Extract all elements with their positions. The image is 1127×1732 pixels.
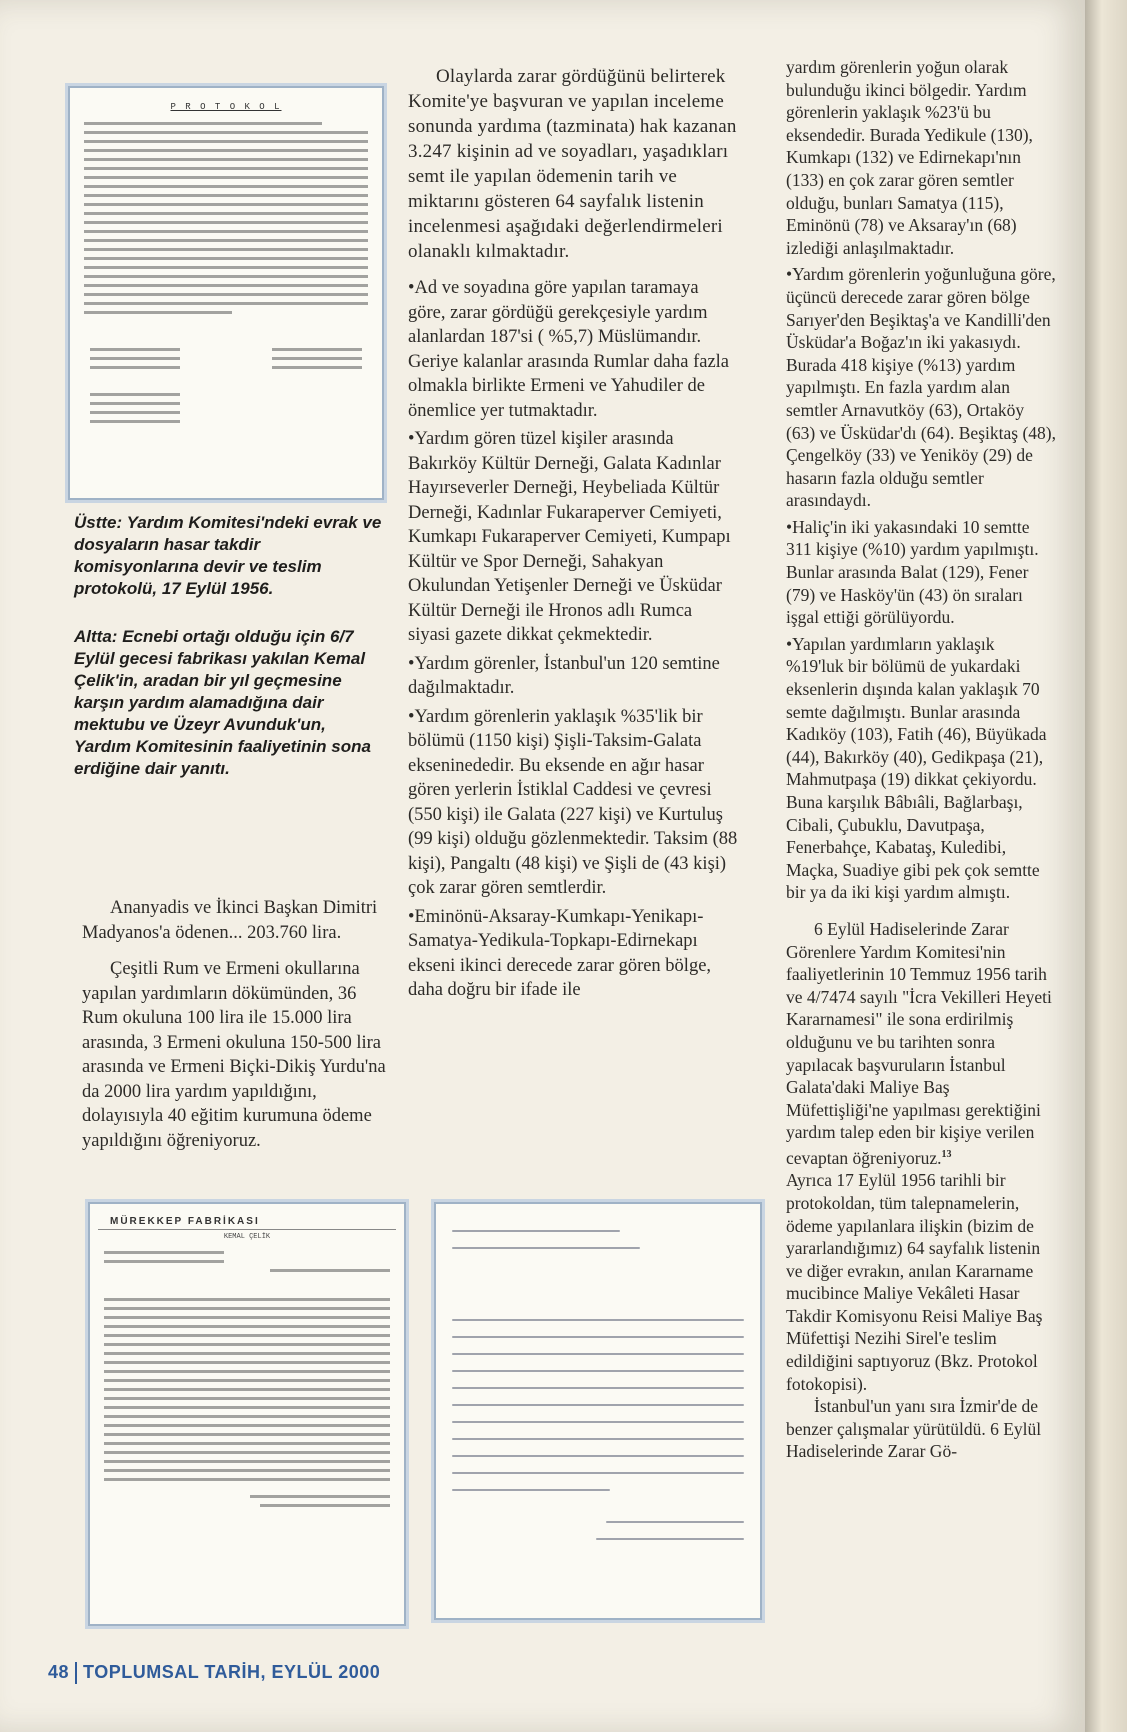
page-footer	[48, 1662, 380, 1684]
col3-paragraph-4: İstanbul'un yanı sıra İzmir'de de benzer çalışmalar yürütüldü. 6 Eylül Hadiselerinde Zarar Gö-	[786, 1396, 1042, 1462]
column-3	[786, 56, 1056, 1475]
col2-bullet-3: • Yardım görenler, İstanbul'un 120 semtine dağılmaktadır.	[408, 652, 738, 701]
caption-bottom	[74, 626, 384, 780]
letterhead-sub: KEMAL ÇELİK	[223, 1233, 271, 1241]
footer-divider	[75, 1662, 77, 1684]
col3-paragraph-1: yardım görenlerin yoğun olarak bulunduğu ikinci bölgedir. Yardım görenlerin yaklaşık %23'ü bu eksendedir. Burada Yedikule (130), Kumkapı (132) ve Edirnekapı'nın (133) en çok zarar gören semtler olduğu, bunları Samatya (115), Eminönü (78) ve Aksaray'ın (68) izlediği anlaşılmaktadır.	[786, 57, 1033, 258]
col3-paragraph-2	[786, 918, 1056, 1169]
footnote-marker: 13	[941, 1148, 952, 1160]
magazine-title: TOPLUMSAL TARİH, EYLÜL 2000	[83, 1662, 381, 1682]
letterhead	[98, 1204, 396, 1230]
col2-bullet-5: • Eminönü-Aksaray-Kumkapı-Yenikapı-Samatya-Yedikula-Topkapı-Edirnekapı ekseni ikinci derecede zarar gören bölge, daha doğru bir ifade ile	[408, 905, 738, 1003]
col3-paragraph-2-text: 6 Eylül Hadiselerinde Zarar Görenlere Yardım Komitesi'nin faaliyetlerinin 10 Temmuz 1956 tarih ve 4/7474 sayılı "İcra Vekilleri Heyeti Kararnamesi" ile sona erdirilmiş olduğunu ve bu tarihten sonra yapılacak başvuruların İstanbul Galata'daki Maliye Baş Müfettişliği'ne yapılması gerektiğini yardım talep eden bir kişiye verilen cevaptan öğreniyoruz.	[786, 918, 1052, 1168]
col2-bullet-2: • Yardım gören tüzel kişiler arasında Bakırköy Kültür Derneği, Galata Kadınlar Hayırseverler Derneği, Heybeliada Kültür Derneği, Kadınlar Fukaraperver Cemiyeti, Kumkapı Fukaraperver Cemiyeti, Kumpapı Kültür ve Spor Derneği, Sahakyan Okulundan Yetişenler Derneği ve Üsküdar Kültür Derneği ile Hronos adlı Rumca siyasi gazete dikkat çekmektedir.	[408, 427, 738, 648]
col3-bullet-1: • Yardım görenlerin yoğunluğuna göre, üçüncü derecede zarar gören bölge Sarıyer'den Beşiktaş'a ve Kandilli'den Üsküdar'a Boğaz'ın iki yakasıydı. Burada 418 kişiye (%13) yardım yapılmıştı. En fazla yardım alan semtler Arnavutköy (63), Ortaköy (63) ve Üsküdar'dı (64). Beşiktaş (48), Çengelköy (33) ve Yeniköy (29) de hasarın fazla olduğu semtler arasındaydı.	[786, 263, 1056, 512]
column-1	[82, 896, 392, 1165]
column-2	[408, 64, 738, 1007]
col2-bullet-1: • Ad ve soyadına göre yapılan taramaya göre, zarar gördüğü gerekçesiyle yardım alanlardan 187'si ( %5,7) Müslümandır. Geriye kalanlar arasında Rumlar daha fazla olmakla birlikte Ermeni ve Yahudiler de önemlice yer tutmaktadır.	[408, 276, 738, 423]
col1-paragraph-1: Ananyadis ve İkinci Başkan Dimitri Madyanos'a ödenen... 203.760 lira.	[82, 898, 378, 943]
caption-top	[74, 512, 384, 600]
protocol-document-image	[68, 86, 384, 500]
caption-bottom-lead: Altta:	[74, 627, 118, 646]
factory-letter-image	[88, 1202, 406, 1626]
protocol-title: P R O T O K O L	[170, 102, 282, 112]
col2-intro: Olaylarda zarar gördüğünü belirterek Komite'ye başvuran ve yapılan inceleme sonunda yardıma (tazminata) hak kazanan 3.247 kişinin ad ve soyadları, yaşadıkları semt ile yapılan ödemenin tarih ve miktarını gösteren 64 sayfalık listenin incelenmesi aşağıdaki değerlendirmeleri olanaklı kılmaktadır.	[408, 66, 737, 262]
caption-top-lead: Üstte:	[74, 513, 123, 532]
next-page-edge	[1085, 0, 1127, 1732]
caption-bottom-text: Ecnebi ortağı olduğu için 6/7 Eylül gecesi fabrikası yakılan Kemal Çelik'in, aradan bir yıl geçmesine karşın yardım alamadığına dair mektubu ve Üzeyr Avunduk'un, Yardım Komitesinin faaliyetinin sona erdiğine dair yanıtı.	[74, 627, 371, 778]
col3-bullet-2: • Haliç'in iki yakasındaki 10 semtte 311 kişiye (%10) yardım yapılmıştı. Bunlar arasında Balat (129), Fener (79) ve Hasköy'ün (43) ön sıraları işgal ettiği görülüyordu.	[786, 516, 1056, 629]
handwritten-letter-image	[434, 1202, 762, 1620]
page-number: 48	[48, 1662, 70, 1682]
col1-paragraph-2: Çeşitli Rum ve Ermeni okullarına yapılan yardımların dökümünden, 36 Rum okuluna 100 lira ile 15.000 lira arasında, 3 Ermeni okuluna 150-500 lira arasında ve Ermeni Biçki-Dikiş Yurdu'na da 2000 lira yardım yapıldığını, dolayısıyla 40 eğitim kurumuna ödeme yapıldığını öğreniyoruz.	[82, 959, 386, 1151]
caption-top-text: Yardım Komitesi'ndeki evrak ve dosyaların hasar takdir komisyonlarına devir ve teslim protokolü, 17 Eylül 1956.	[74, 513, 382, 598]
col2-bullet-4: • Yardım görenlerin yaklaşık %35'lik bir bölümü (1150 kişi) Şişli-Taksim-Galata ekseninededir. Bu eksende en ağır hasar gören yerlerin İstiklal Caddesi ve çevresi (550 kişi) ile Galata (227 kişi) ve Kurtuluş (99 kişi) olduğu gözlenmektedir. Taksim (88 kişi), Pangaltı (48 kişi) ve Şişli de (43 kişi) çok zarar gören semtlerdir.	[408, 705, 738, 901]
col3-bullet-3: • Yapılan yardımların yaklaşık %19'luk bir bölümü de yukardaki eksenlerin dışında kalan yaklaşık 70 semte dağılmıştı. Bunlar arasında Kadıköy (103), Fatih (46), Büyükada (44), Bakırköy (40), Gedikpaşa (21), Mahmutpaşa (19) dikkat çekiyordu. Buna karşılık Bâbıâli, Bağlarbaşı, Cibali, Çubuklu, Davutpaşa, Fenerbahçe, Kabataş, Kuledibi, Maçka, Suadiye gibi pek çok semtte bir ya da iki kişi yardım almıştı.	[786, 633, 1056, 904]
letterhead-title: MÜREKKEP FABRİKASI	[110, 1216, 260, 1227]
col3-paragraph-3: Ayrıca 17 Eylül 1956 tarihli bir protokoldan, tüm talepnamelerin, ödeme yapılanlara ilişkin (bizim de yararlandığımız) 64 sayfalık listenin ve diğer evrakın, anılan Kararname mucibince Maliye Vekâleti Hasar Takdir Komisyonu Reisi Maliye Baş Müfettişi Nezihi Sirel'e teslim edildiğini saptıyoruz (Bkz. Protokol fotokopisi).	[786, 1170, 1043, 1394]
